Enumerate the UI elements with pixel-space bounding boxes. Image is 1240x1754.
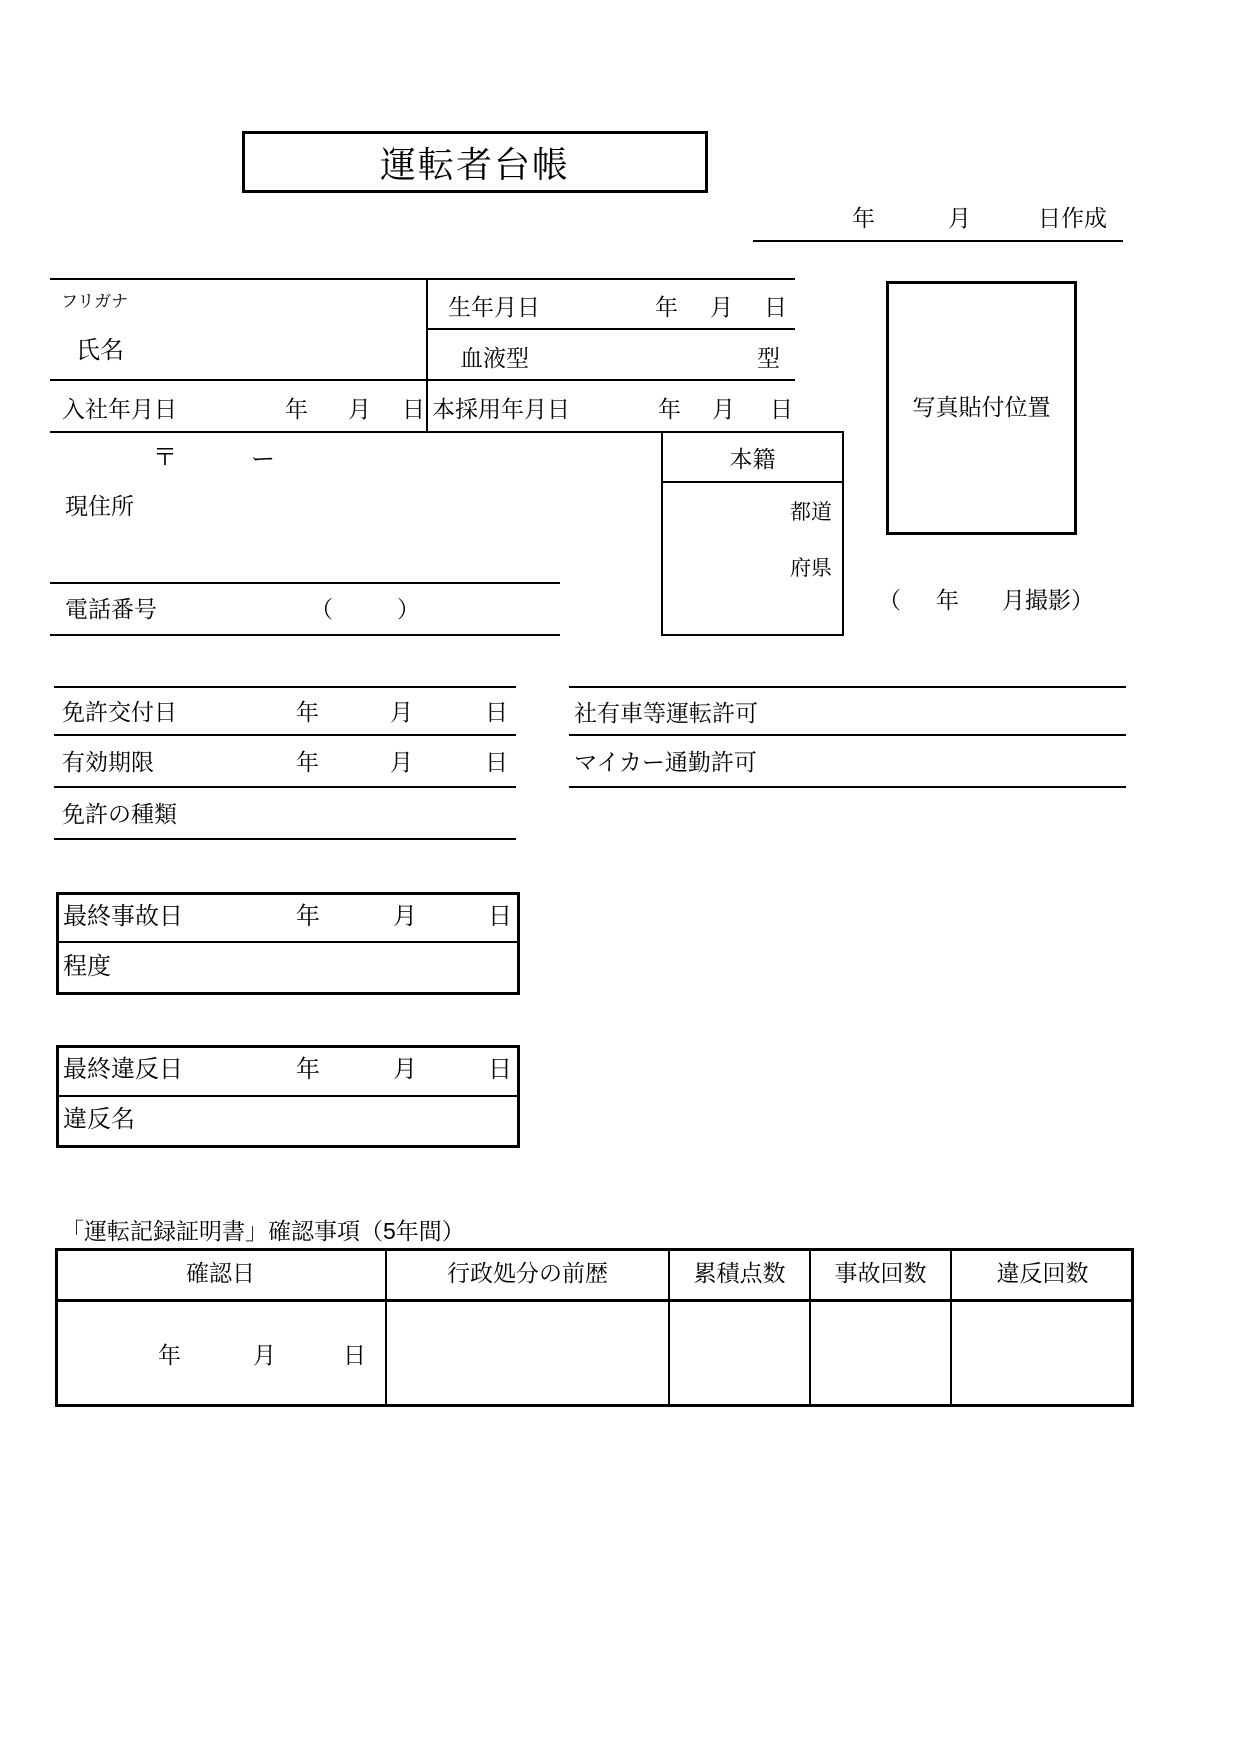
accident-month-label: 月 xyxy=(393,903,417,930)
table-header-accident-count xyxy=(810,1260,951,1288)
phone-paren-close: ） xyxy=(397,596,420,622)
created-month-label: 月 xyxy=(948,205,971,231)
license-valid-month-label: 月 xyxy=(390,749,413,775)
formal-hire-month-label: 月 xyxy=(712,396,735,422)
domicile-prefecture-bottom: 府県 xyxy=(790,557,832,580)
license-issue-month-label: 月 xyxy=(390,699,413,725)
divider-line xyxy=(426,278,428,433)
table-header-violation-count xyxy=(951,1260,1134,1288)
last-violation-date-label: 最終違反日 xyxy=(63,1056,183,1083)
birthdate-day-label: 日 xyxy=(764,294,787,320)
violation-month-label: 月 xyxy=(393,1056,417,1083)
license-issue-day-label: 日 xyxy=(485,699,508,725)
birthdate-label: 生年月日 xyxy=(448,294,540,320)
created-day-label: 日作成 xyxy=(1038,205,1107,231)
domicile-label-text: 本籍 xyxy=(729,446,776,473)
license-issue-year-label: 年 xyxy=(296,699,319,725)
domicile-prefecture-top: 都道 xyxy=(790,501,832,524)
header-text: 累積点数 xyxy=(693,1260,786,1286)
table-header-check-date xyxy=(55,1260,386,1288)
divider-line xyxy=(50,582,560,584)
accident-degree-label: 程度 xyxy=(63,953,111,980)
record-row-year-label: 年 xyxy=(158,1342,181,1368)
divider-line xyxy=(56,941,520,943)
header-text: 確認日 xyxy=(186,1260,255,1286)
record-row-month-label: 月 xyxy=(253,1342,276,1368)
table-header-administrative-disposition xyxy=(386,1260,669,1288)
violation-day-label: 日 xyxy=(488,1056,512,1083)
divider-line xyxy=(50,634,560,636)
phone-label: 電話番号 xyxy=(65,596,157,622)
driving-record-section-title: 「運転記録証明書」確認事項（5年間） xyxy=(61,1218,465,1244)
photo-taken-suffix: 月撮影） xyxy=(1002,587,1094,613)
page-title: 運転者台帳 xyxy=(379,143,570,185)
furigana-label: フリガナ xyxy=(61,292,129,311)
joined-month-label: 月 xyxy=(348,396,371,422)
last-accident-date-label: 最終事故日 xyxy=(63,903,183,930)
birthdate-month-label: 月 xyxy=(710,294,733,320)
header-text: 行政処分の前歴 xyxy=(447,1260,608,1286)
license-type-label: 免許の種類 xyxy=(62,801,177,827)
formal-hire-date-label: 本採用年月日 xyxy=(432,396,570,422)
blood-type-label: 血液型 xyxy=(460,345,529,371)
violation-year-label: 年 xyxy=(296,1056,320,1083)
name-label: 氏名 xyxy=(76,337,124,364)
table-header-accumulated-points xyxy=(669,1260,810,1288)
divider-line xyxy=(427,328,795,330)
divider-line xyxy=(50,431,844,433)
joined-day-label: 日 xyxy=(402,396,425,422)
accident-day-label: 日 xyxy=(488,903,512,930)
divider-line xyxy=(661,634,844,636)
divider-line xyxy=(56,1095,520,1097)
divider-line xyxy=(54,786,516,788)
divider-line xyxy=(54,686,516,688)
photo-box xyxy=(886,281,1077,535)
postal-dash: ー xyxy=(251,446,275,473)
divider-line xyxy=(569,734,1126,736)
joined-year-label: 年 xyxy=(285,396,308,422)
formal-hire-year-label: 年 xyxy=(658,396,681,422)
title-box xyxy=(242,131,708,193)
divider-line xyxy=(569,686,1126,688)
accident-year-label: 年 xyxy=(296,903,320,930)
photo-taken-paren-open: （ xyxy=(878,587,901,613)
birthdate-year-label: 年 xyxy=(655,294,678,320)
license-valid-day-label: 日 xyxy=(485,749,508,775)
header-text: 事故回数 xyxy=(834,1260,927,1286)
created-year-label: 年 xyxy=(852,205,875,231)
record-row-day-label: 日 xyxy=(343,1342,366,1368)
photo-placeholder-label: 写真貼付位置 xyxy=(912,394,1051,421)
header-text: 違反回数 xyxy=(996,1260,1089,1286)
photo-taken-year-label: 年 xyxy=(936,587,959,613)
divider-line xyxy=(54,838,516,840)
joined-date-label: 入社年月日 xyxy=(62,396,177,422)
current-address-label: 現住所 xyxy=(65,493,134,519)
divider-line xyxy=(50,379,795,381)
license-valid-year-label: 年 xyxy=(296,749,319,775)
license-issue-date-label: 免許交付日 xyxy=(62,699,177,725)
created-date-underline xyxy=(753,240,1123,242)
divider-line xyxy=(50,278,795,280)
divider-line xyxy=(54,734,516,736)
divider-line xyxy=(569,786,1126,788)
blood-type-unit: 型 xyxy=(757,345,780,371)
company-vehicle-permission-label: 社有車等運転許可 xyxy=(574,700,758,726)
violation-name-label: 違反名 xyxy=(63,1106,135,1133)
domicile-label xyxy=(661,438,844,482)
private-car-commuting-label: マイカー通勤許可 xyxy=(574,749,757,775)
phone-paren-open: （ xyxy=(310,596,333,622)
divider-line xyxy=(55,1299,1134,1302)
license-valid-until-label: 有効期限 xyxy=(62,749,154,775)
formal-hire-day-label: 日 xyxy=(770,396,793,422)
postal-mark: 〒 xyxy=(153,444,177,471)
